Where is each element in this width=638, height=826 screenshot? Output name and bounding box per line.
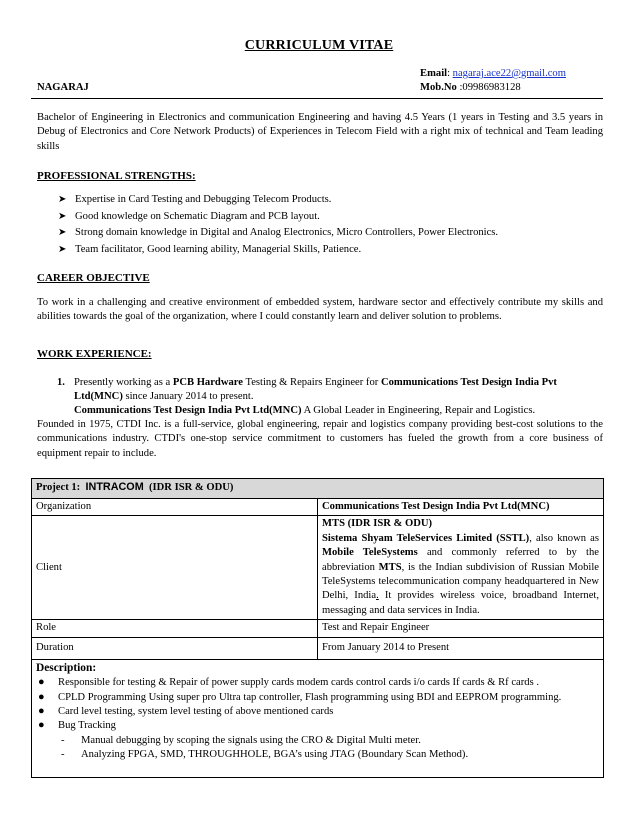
table-row	[32, 516, 604, 620]
role-label: Role	[32, 620, 318, 637]
strengths-list	[58, 193, 498, 259]
list-item: ➤ Good knowledge on Schematic Diagram and PCB layout.	[58, 210, 320, 222]
email-link[interactable]: nagaraj.ace22@gmail.com	[452, 68, 566, 79]
list-item: - Manual debugging by scoping the signals using the CRO & Digital Multi meter.	[58, 734, 599, 748]
company-line: Communications Test Design India Pvt Ltd(MNC) A Global Leader in Engineering, Repair and Logistics.	[74, 405, 536, 416]
list-item: ➤ Expertise in Card Testing and Debugging Telecom Products.	[58, 194, 332, 205]
email-line: Email: nagaraj.ace22@gmail.com	[420, 68, 566, 79]
work-item-1: 1. Presently working as a PCB Hardware Testing & Repairs Engineer for Communications Test Design India Pvt Ltd(MNC) since January 2014 to present.	[57, 377, 557, 403]
sub-list	[58, 734, 599, 763]
dash-bullet-icon: -	[61, 749, 65, 761]
list-item: - Analyzing FPGA, SMD, THROUGHHOLE, BGA’s using JTAG (Boundary Scan Method).	[58, 748, 599, 762]
client-label: Client	[32, 516, 318, 620]
company-paragraph: Founded in 1975, CTDI Inc. is a full-service, global engineering, repair and logistics company providing best-cost solutions to the communications industry. CTDI's one-stop service commitment to customers has fueled the growth from a core business of equipment repair to include.	[37, 419, 603, 459]
strengths-heading: PROFESSIONAL STRENGTHS:	[37, 170, 196, 182]
dash-bullet-icon: -	[61, 734, 65, 746]
work-heading: WORK EXPERIENCE:	[37, 348, 152, 360]
summary-paragraph: Bachelor of Engineering in Electronics and communication Engineering and having 4.5 Years (1 years in Testing and 3.5 years in Debug of Electronics and Core Network Products) of Experiences in Telecom Field with a right mix of technical and Team leading skills	[37, 112, 603, 152]
table-row	[32, 637, 604, 659]
table-row	[32, 499, 604, 516]
bullet-icon: ●	[38, 719, 45, 732]
arrow-bullet-icon: ➤	[58, 227, 67, 238]
description-row	[32, 659, 604, 777]
project-name: INTRACOM	[85, 481, 144, 493]
organization-label: Organization	[32, 499, 318, 516]
organization-value: Communications Test Design India Pvt Ltd(MNC)	[318, 499, 604, 516]
description-list	[36, 676, 599, 762]
bullet-icon: ●	[38, 704, 45, 717]
table-row	[32, 620, 604, 637]
bullet-icon: ●	[38, 690, 45, 703]
bullet-icon: ●	[38, 676, 45, 689]
arrow-bullet-icon: ➤	[58, 243, 67, 255]
company-name: Communications Test Design India Pvt Ltd(MNC)	[74, 405, 302, 416]
list-item: ● CPLD Programming Using super pro Ultra tap controller, Flash programming using BDI and EEPROM programming.	[38, 690, 562, 703]
mobile-line: Mob.No :09986983128	[420, 82, 521, 93]
list-number: 1.	[57, 377, 65, 388]
email-label: Email	[420, 68, 448, 79]
objective-paragraph: To work in a challenging and creative environment of embedded system, hardware sector and effectively contribute my skills and abilities towards the goal of the organization, where I could constantly learn and deliver solution to problems.	[37, 297, 603, 323]
list-item: ➤ Strong domain knowledge in Digital and Analog Electronics, Micro Controllers, Power Electronics.	[58, 227, 499, 238]
project-table	[31, 478, 604, 778]
client-value: MTS (IDR ISR & ODU) Sistema Shyam TeleServices Limited (SSTL), also known as Mobile TeleSystems and commonly referred to by the abbreviation MTS, is the Indian subdivision of Russian Mobile TeleSystems telecommunication company headquartered in New Delhi, India. It provides wireless voice, broadband Internet, messaging and data services in India.	[318, 516, 604, 620]
project-subtitle: (IDR ISR & ODU)	[149, 482, 234, 493]
duration-value: From January 2014 to Present	[318, 637, 604, 659]
header-divider	[31, 98, 603, 99]
arrow-bullet-icon: ➤	[58, 194, 67, 205]
project-header-row	[32, 479, 604, 499]
list-item: ● Responsible for testing & Repair of power supply cards modem cards control cards i/o cards If cards & Rf cards .	[38, 676, 540, 689]
document-title: CURRICULUM VITAE	[244, 38, 394, 53]
mobile-label: Mob.No	[420, 82, 457, 93]
project-label: Project 1:	[36, 482, 81, 493]
candidate-name: NAGARAJ	[37, 82, 89, 93]
list-item: ● Bug Tracking - Manual debugging by scoping the signals using the CRO & Digital Multi meter. - Analyzing FPGA, SMD, THROUGHHOLE, BGA’s using JTAG (Boundary Scan Method).	[36, 719, 599, 762]
mobile-number: 09986983128	[462, 82, 521, 93]
description-heading: Description:	[36, 661, 97, 674]
arrow-bullet-icon: ➤	[58, 210, 67, 222]
list-item: ● Card level testing, system level testing of above mentioned cards	[38, 704, 334, 717]
objective-heading: CAREER OBJECTIVE	[37, 272, 150, 284]
role-value: Test and Repair Engineer	[318, 620, 604, 637]
list-item: ➤ Team facilitator, Good learning ability, Managerial Skills, Patience.	[58, 243, 362, 255]
duration-label: Duration	[32, 637, 318, 659]
